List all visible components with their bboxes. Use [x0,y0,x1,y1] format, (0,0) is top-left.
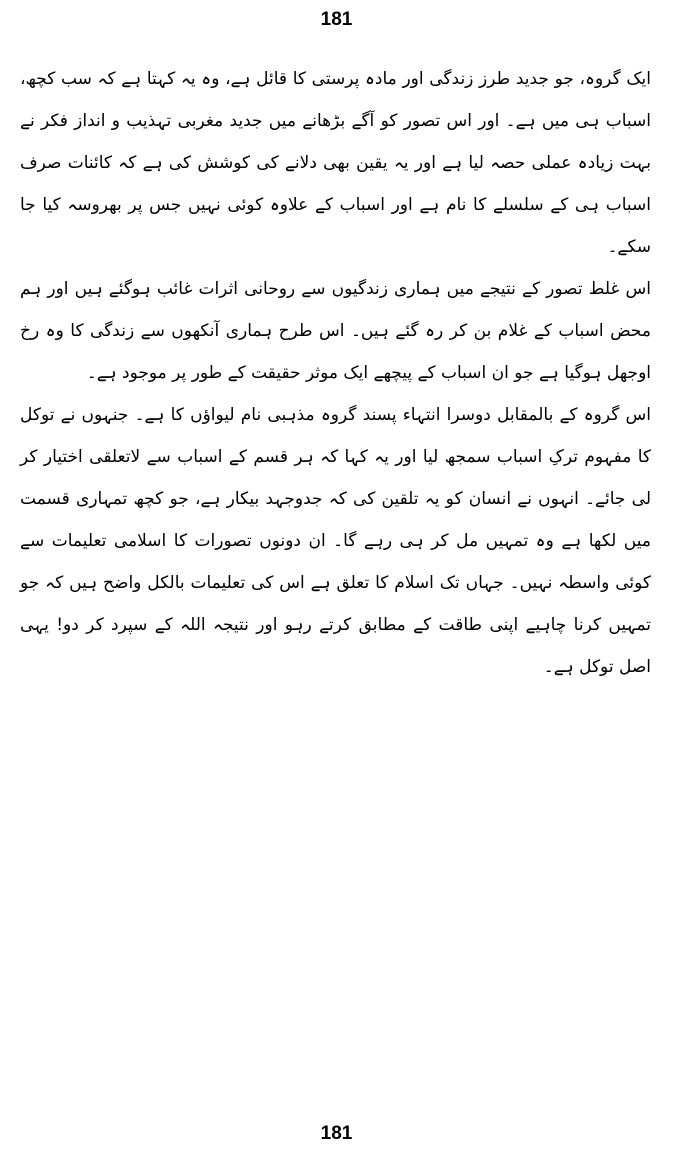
page-number-top: 181 [320,9,353,30]
page-number-bottom: 181 [320,1123,353,1144]
page-body [20,58,651,688]
paragraph-3: اس گروہ کے بالمقابل دوسرا انتہاء پسند گروہ مذہبی نام لیواؤں کا ہے۔ جنہوں نے توکل کا مفہوم ترکِ اسباب سمجھ لیا اور یہ کہا کہ ہر قسم کے اسباب سے لاتعلقی اختیار کر لی جائے۔ انہوں نے انسان کو یہ تلقین کی کہ جدوجہد بیکار ہے، جو کچھ تمہاری قسمت میں لکھا ہے وہ تمہیں مل کر ہی رہے گا۔ ان دونوں تصورات کا اسلامی تعلیمات سے کوئی واسطہ نہیں۔ جہاں تک اسلام کا تعلق ہے اس کی تعلیمات بالکل واضح ہیں کہ جو تمہیں کرنا چاہیے اپنی طاقت کے مطابق کرتے رہو اور نتیجہ اللہ کے سپرد کر دو! یہی اصل توکل ہے۔ [20,405,651,677]
paragraph-2: اس غلط تصور کے نتیجے میں ہماری زندگیوں سے روحانی اثرات غائب ہوگئے ہیں اور ہم محض اسباب کے غلام بن کر رہ گئے ہیں۔ اس طرح ہماری آنکھوں سے زندگی کا وہ رخ اوجھل ہوگیا ہے جو ان اسباب کے پیچھے ایک موثر حقیقت کے طور پر موجود ہے۔ [20,279,651,383]
paragraph-1: ایک گروہ، جو جدید طرز زندگی اور مادہ پرستی کا قائل ہے، وہ یہ کہتا ہے کہ سب کچھ، اسباب ہی میں ہے۔ اور اس تصور کو آگے بڑھانے میں جدید مغربی تہذیب و انداز فکر نے بہت زیادہ عملی حصہ لیا ہے اور یہ یقین بھی دلانے کی کوشش کی ہے کہ کائنات صرف اسباب ہی کے سلسلے کا نام ہے اور اسباب کے علاوہ کوئی نہیں جس پر بھروسہ کیا جا سکے۔ [20,69,651,257]
